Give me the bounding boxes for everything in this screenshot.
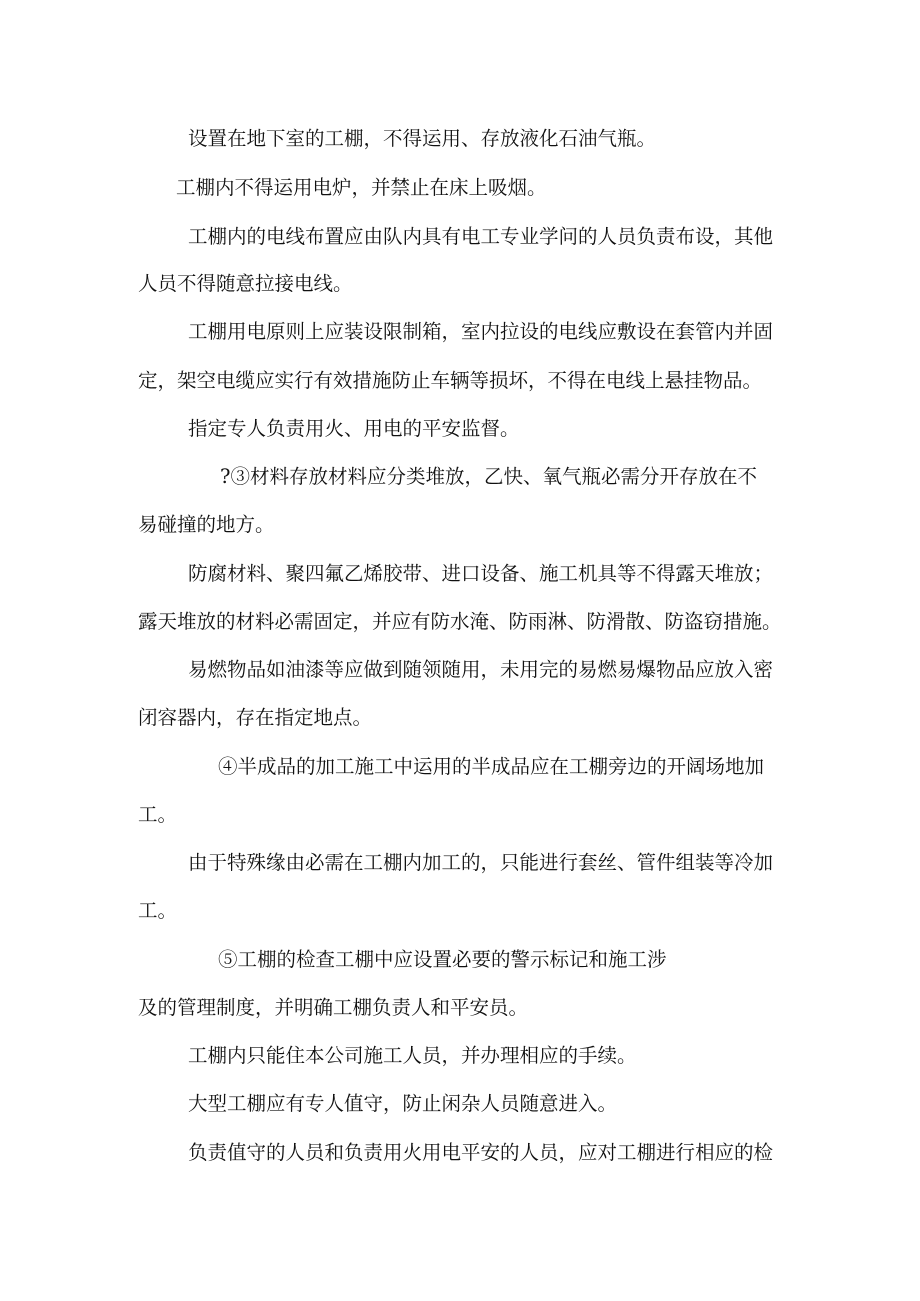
text-line: 大型工棚应有专人值守，防止闲杂人员随意进入。	[188, 1092, 618, 1115]
text-line: 露天堆放的材料必需固定，并应有防水淹、防雨淋、防滑散、防盗窃措施。	[138, 610, 782, 633]
text-line: 指定专人负责用火、用电的平安监督。	[188, 417, 520, 440]
section-heading-line: ⑤工棚的检查工棚中应设置必要的警示标记和施工涉	[218, 948, 667, 971]
text-line: 设置在地下室的工棚，不得运用、存放液化石油气瓶。	[188, 127, 657, 150]
text-line: 人员不得随意拉接电线。	[138, 272, 353, 295]
text-line: 工。	[138, 899, 178, 922]
text-line: 工棚内只能住本公司施工人员，并办理相应的手续。	[188, 1044, 637, 1067]
text-line: 易燃物品如油漆等应做到随领随用，未用完的易燃易爆物品应放入密	[188, 658, 774, 681]
section-heading-line: ④半成品的加工施工中运用的半成品应在工棚旁边的开阔场地加	[218, 755, 765, 778]
text-line: 工棚内不得运用电炉，并禁止在床上吸烟。	[176, 176, 547, 199]
text-line: 工棚用电原则上应装设限制箱，室内拉设的电线应敷设在套管内并固	[188, 320, 774, 343]
text-line: 工。	[138, 803, 178, 826]
text-line: 由于特殊缘由必需在工棚内加工的，只能进行套丝、管件组装等冷加	[188, 851, 774, 874]
text-line: 防腐材料、聚四氟乙烯胶带、进口设备、施工机具等不得露天堆放；	[188, 562, 774, 585]
text-line: 工棚内的电线布置应由队内具有电工专业学问的人员负责布设，其他	[188, 225, 774, 248]
section-heading-line: ?③材料存放材料应分类堆放，乙快、氧气瓶必需分开存放在不	[220, 465, 757, 488]
text-line: 负责值守的人员和负责用火用电平安的人员，应对工棚进行相应的检	[188, 1141, 774, 1164]
text-line: 闭容器内，存在指定地点。	[138, 706, 373, 729]
text-line: 及的管理制度，并明确工棚负责人和平安员。	[138, 996, 529, 1019]
text-line: 定，架空电缆应实行有效措施防止车辆等损坏，不得在电线上悬挂物品。	[138, 369, 763, 392]
text-line: 易碰撞的地方。	[138, 513, 275, 536]
